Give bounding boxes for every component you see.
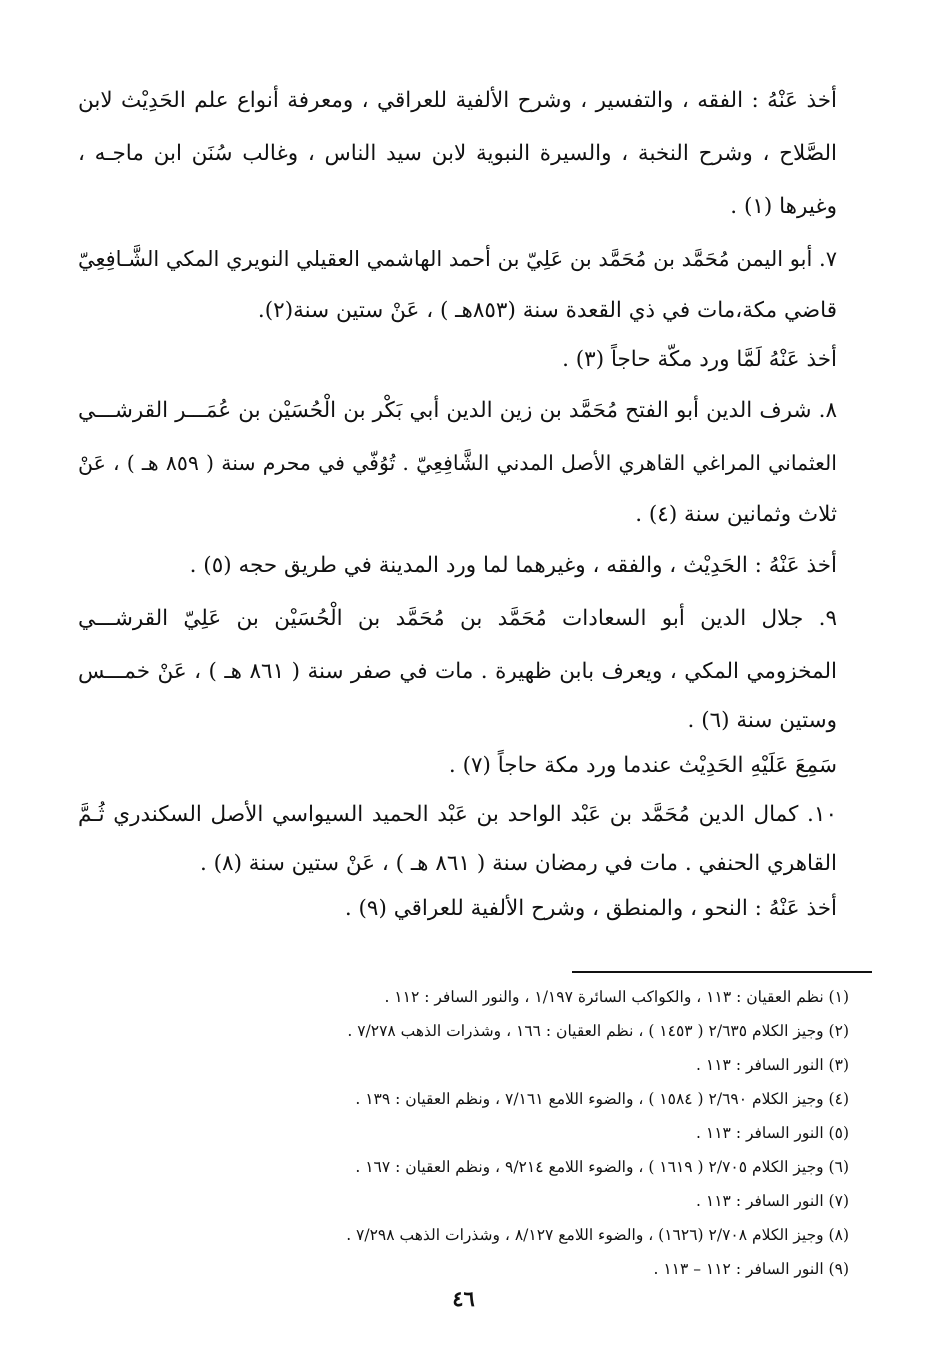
text-line: أخذ عَنْهُ : النحو ، والمنطق ، وشرح الألفية للعراقي (٩) .: [344, 896, 837, 921]
entry-8-title: ٨. شرف الدين أبو الفتح مُحَمَّد بن زين الدين أبي بَكْر بن الْحُسَيْن بن عُمَـــر القرشـــي: [78, 398, 837, 423]
footnote-9: (٩) النور السافر : ١١٢ – ١١٣ .: [653, 1260, 849, 1278]
footnotes: [78, 980, 849, 1286]
entry-10-title: ١٠. كمال الدين مُحَمَّد بن عَبْد الواحد بن عَبْد الحميد السيواسي الأصل السكندري ثُـمَّ: [78, 802, 837, 827]
footnote-4: (٤) وجيز الكلام ٢/٦٩٠ ( ١٥٨٤ ) ، والضوء اللامع ٧/١٦١ ، ونظم العقيان : ١٣٩ .: [355, 1090, 849, 1108]
text-line: أخذ عَنْهُ : الحَدِيْث ، والفقه ، وغيرهما لما ورد المدينة في طريق حجه (٥) .: [189, 553, 837, 578]
text-line: أخذ عَنْهُ لَمَّا ورد مكّة حاجاً (٣) .: [562, 347, 837, 372]
footnote-6: (٦) وجيز الكلام ٢/٧٠٥ ( ١٦١٩ ) ، والضوء اللامع ٩/٢١٤ ، ونظم العقيان : ١٦٧ .: [355, 1158, 849, 1176]
footnote-5: (٥) النور السافر : ١١٣ .: [696, 1124, 849, 1142]
entry-7-title: ٧. أبو اليمن مُحَمَّد بن مُحَمَّد بن عَلِيّ بن أحمد الهاشمي العقيلي النويري المكي الشَّـافِعِيّ: [78, 247, 837, 271]
text-line: الصَّلاح ، وشرح النخبة ، والسيرة النبوية لابن سيد الناس ، وغالب سُنَن ابن ماجـه ،: [78, 141, 837, 166]
footnote-8: (٨) وجيز الكلام ٢/٧٠٨ (١٦٢٦) ، والضوء اللامع ٨/١٢٧ ، وشذرات الذهب ٧/٢٩٨ .: [346, 1226, 849, 1244]
page-number: ٤٦: [452, 1286, 475, 1311]
footnote-separator: [572, 971, 872, 973]
text-line: ثلاث وثمانين سنة (٤) .: [635, 502, 837, 527]
entry-9-title: ٩. جلال الدين أبو السعادات مُحَمَّد بن مُحَمَّد بن الْحُسَيْن بن عَلِيّ القرشـــي: [78, 606, 837, 631]
text-line: سَمِعَ عَلَيْهِ الحَدِيْث عندما ورد مكة حاجاً (٧) .: [448, 753, 837, 778]
text-line: المخزومي المكي ، ويعرف بابن ظهيرة . مات في صفر سنة ( ٨٦١ هـ ) ، عَنْ خمـــس: [78, 659, 837, 684]
text-line: العثماني المراغي القاهري الأصل المدني الشَّافِعِيّ . تُوُفّي في محرم سنة ( ٨٥٩ هـ ) ، عَنْ: [78, 451, 837, 475]
main-text: [78, 74, 837, 931]
text-line: القاهري الحنفي . مات في رمضان سنة ( ٨٦١ هـ ) ، عَنْ ستين سنة (٨) .: [199, 851, 837, 876]
footnote-7: (٧) النور السافر : ١١٣ .: [696, 1192, 849, 1210]
text-line: أخذ عَنْهُ : الفقه ، والتفسير ، وشرح الألفية للعراقي ، ومعرفة أنواع علم الحَدِيْث لابن: [78, 88, 837, 113]
text-line: وستين سنة (٦) .: [687, 708, 837, 733]
text-line: قاضي مكة،مات في ذي القعدة سنة (٨٥٣هـ ) ، عَنْ ستين سنة(٢).: [257, 298, 837, 323]
footnote-1: (١) نظم العقيان : ١١٣ ، والكواكب السائرة ١/١٩٧ ، والنور السافر : ١١٢ .: [384, 988, 849, 1006]
text-line: وغيرها (١) .: [730, 194, 837, 219]
footnote-2: (٢) وجيز الكلام ٢/٦٣٥ ( ١٤٥٣ ) ، نظم العقيان : ١٦٦ ، وشذرات الذهب ٧/٢٧٨ .: [347, 1022, 849, 1040]
footnote-3: (٣) النور السافر : ١١٣ .: [696, 1056, 849, 1074]
